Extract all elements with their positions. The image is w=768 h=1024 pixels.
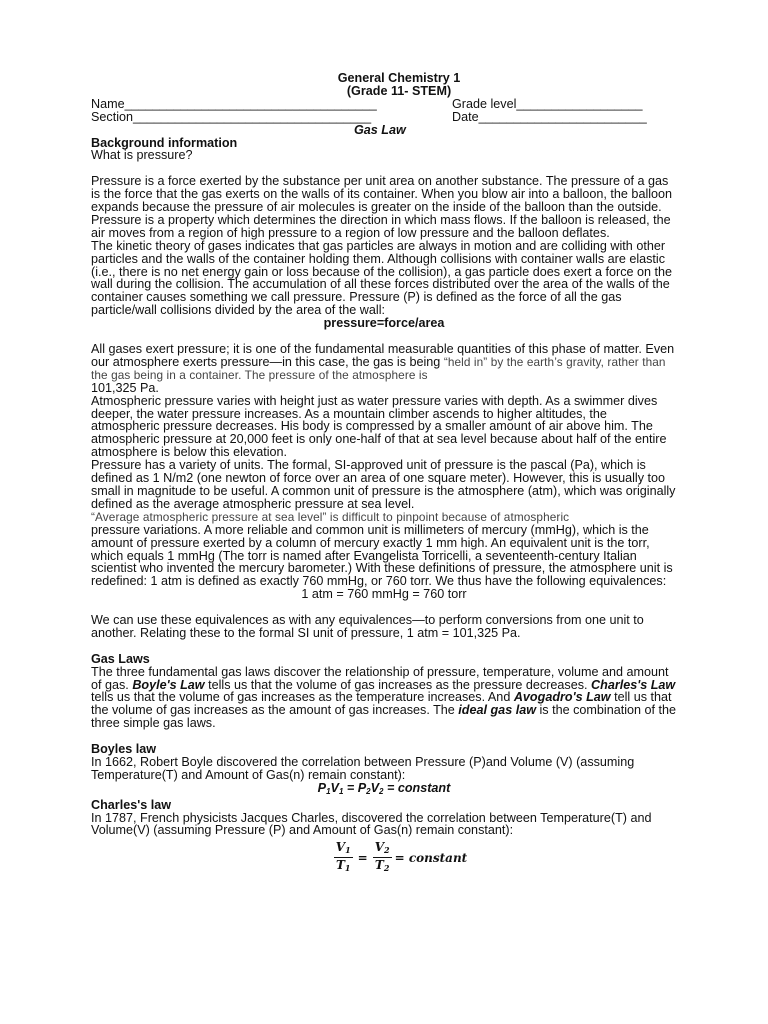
charles-law-text: In 1787, French physicists Jacques Charles, discovered the correlation between Temperature(T) and Volume(V) (assuming Pressure (P) and Amount of Gas(n) remain constant): — [91, 810, 652, 838]
gas-laws-text-2: tells us that the volume of gas increases as the pressure decreases. — [204, 677, 592, 692]
paragraph-kinetic-theory: The kinetic theory of gases indicates that gas particles are always in motion and are colliding with other particles and the walls of the container holding them. Although collisions with container walls are elastic (i.e., there is no net energy gain or loss because of the collision), a gas particle does exert a force on the wall during the collision. The accumulation of all these forces distributed over the area of the walls of the container causes something we call pressure. Pressure (P) is defined as the force of all the gas particle/wall collisions divided by the area of the wall: — [91, 238, 673, 318]
atmosphere-pressure-value: 101,325 Pa. — [91, 380, 159, 395]
paragraph-average-quote: “Average atmospheric pressure at sea level” is difficult to pinpoint because of atmospheric — [91, 509, 570, 524]
gas-laws-text-1: The three fundamental gas laws discover the relationship of pressure, temperature, volume and amount of gas. — [91, 664, 669, 692]
gas-laws-heading: Gas Laws — [91, 651, 150, 666]
charles-law-heading: Charles's law — [91, 797, 171, 812]
course-title: General Chemistry 1 — [337, 71, 461, 85]
equals-sign: = — [357, 850, 368, 865]
charles-law-formula — [121, 841, 677, 875]
paragraph-atmosphere — [91, 343, 677, 395]
paragraph-gas-laws — [91, 666, 677, 731]
paragraph-atmosphere-quote: “held in” by the earth’s gravity, rather than the gas being in a container. The pressure of the atmosphere is — [91, 354, 666, 382]
pressure-question: What is pressure? — [91, 148, 193, 163]
charles-law-term: Charles's Law — [591, 677, 676, 692]
paragraph-atmosphere-text: All gases exert pressure; it is one of the fundamental measurable quantities of this phase of matter. Even our atmosphere exerts pressure—in this case, the gas is being — [91, 342, 675, 369]
section-row — [91, 111, 677, 124]
gas-laws-text-4: tell us that the volume of gas increases as the amount of gas increases. The — [91, 690, 672, 718]
background-heading: Background information — [91, 135, 238, 150]
paragraph-mmhg: pressure variations. A more reliable and common unit is millimeters of mercury (mmHg), which is the amount of pressure exerted by a column of mercury exactly 1 mm high. An equivalent unit is the torr, which equals 1 mmHg (The torr is named after Evangelista Torricelli, a seventeenth-century Italian scientist who invented the mercury barometer.) With these definitions of pressure, the atmosphere unit is redefined: 1 atm is defined as exactly 760 mmHg, or 760 torr. We thus have the following equivalences: — [91, 522, 673, 589]
paragraph-units: Pressure has a variety of units. The formal, SI-approved unit of pressure is the pascal (Pa), which is defined as 1 N/m2 (one newton of force over an area of one square meter). However, this is usually too small in magnitude to be useful. A common unit of pressure is the atmosphere (atm), which was originally defined as the average atmospheric pressure at sea level. — [91, 458, 676, 511]
paragraph-conversion: We can use these equivalences as with any equivalences—to perform conversions from one unit to another. Relating these to the formal SI unit of pressure, 1 atm = 101,325 Pa. — [91, 613, 644, 640]
worksheet-content — [91, 72, 677, 875]
grade-level-field[interactable]: Grade level__________________ — [452, 97, 643, 111]
gas-laws-text-3: tells us that the volume of gas increases as the temperature increases. And — [91, 690, 514, 705]
paragraph-pressure-definition: Pressure is a force exerted by the substance per unit area on another substance. The pressure of a gas is the force that the gas exerts on the walls of its container. When you blow air into a balloon, the balloon expands because the pressure of air molecules is greater on the inside of the balloon than the outside. Pressure is a property which determines the direction in which mass flows. If the balloon is released, the air moves from a region of high pressure to a region of low pressure and the balloon deflates. — [91, 174, 673, 240]
boyles-law-text: In 1662, Robert Boyle discovered the correlation between Pressure (P)and Volume (V) (assuming Temperature(T) and Amount of Gas(n) remain constant): — [91, 754, 635, 782]
topic-title: Gas Law — [354, 122, 406, 137]
pressure-formula: pressure=force/area — [323, 316, 445, 331]
constant-label: = constant — [394, 850, 468, 865]
fraction-v2-t2: $\frac{V_2}{T_2}$ — [374, 840, 390, 874]
boyles-law-heading: Boyles law — [91, 742, 157, 757]
section-field[interactable]: Section__________________________________ — [91, 110, 372, 124]
avogadros-law-term: Avogadro's Law — [513, 690, 611, 705]
gas-laws-text-5: is the combination of the three simple gas laws. — [91, 703, 677, 731]
fraction-v1-t1: $\frac{V_1}{T_1}$ — [335, 840, 351, 874]
equivalence-line: 1 atm = 760 mmHg = 760 torr — [301, 587, 467, 602]
paragraph-atmospheric-height: Atmospheric pressure varies with height just as water pressure varies with depth. As a swimmer dives deeper, the water pressure increases. As a mountain climber ascends to higher altitudes, the atmospheric pressure decreases. His body is compressed by a smaller amount of air above him. The atmospheric pressure at 20,000 feet is only one-half of that at sea level because about half of the entire atmosphere is below this elevation. — [91, 393, 667, 460]
grade-subtitle: (Grade 11- STEM) — [346, 83, 452, 98]
name-field[interactable]: Name____________________________________ — [91, 97, 377, 111]
boyles-law-term: Boyle's Law — [132, 677, 205, 692]
date-field[interactable]: Date________________________ — [452, 110, 647, 124]
name-row — [91, 98, 677, 111]
boyles-law-formula: $P_1V_1 = P_2V_2$ = constant — [317, 780, 451, 796]
ideal-gas-law-term: ideal gas law — [458, 703, 536, 718]
